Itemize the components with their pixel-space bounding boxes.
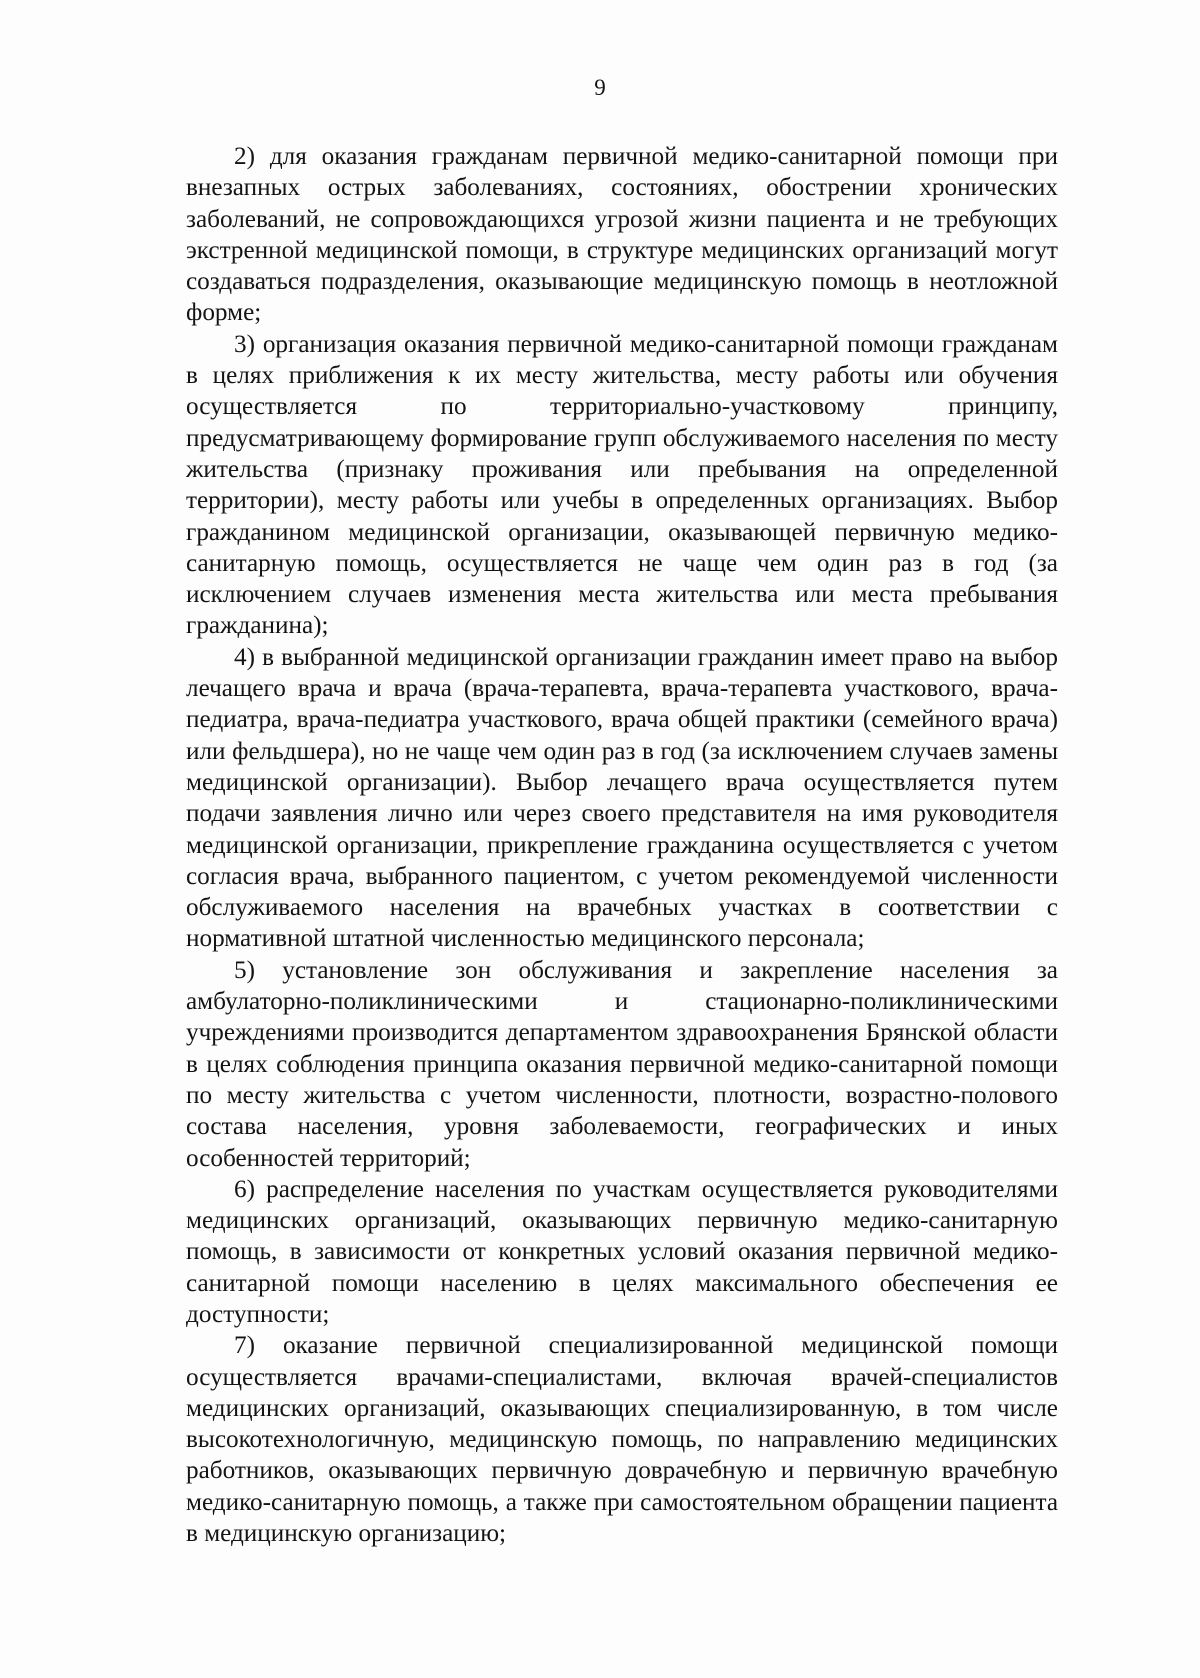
paragraph-item-2: 2) для оказания гражданам первичной медико-санитарной помощи при внезапных острых заболеваниях, состояниях, обострении хронических заболеваний, не сопровождающихся угрозой жизни пациента и не требующих экстренной медицинской помощи, в структуре медицинских организаций могут создаваться подразделения, оказывающие медицинскую помощь в неотложной форме; [186,143,1058,327]
page-number: 9 [594,75,606,100]
document-body [186,141,1058,1549]
paragraph-item-4: 4) в выбранной медицинской организации гражданин имеет право на выбор лечащего врача и врача (врача-терапевта, врача-терапевта участкового, врача-педиатра, врача-педиатра участкового, врача общей практики (семейного врача) или фельдшера), но не чаще чем один раз в год (за исключением случаев замены медицинской организации). Выбор лечащего врача осуществляется путем подачи заявления лично или через своего представителя на имя руководителя медицинской организации, прикрепление гражданина осуществляется с учетом согласия врача, выбранного пациентом, с учетом рекомендуемой численности обслуживаемого населения на врачебных участках в соответствии с нормативной штатной численностью медицинского персонала; [186,643,1058,953]
paragraph-item-6: 6) распределение населения по участкам осуществляется руководителями медицинских организаций, оказывающих первичную медико-санитарную помощь, в зависимости от конкретных условий оказания первичной медико-санитарной помощи населению в целях максимального обеспечения ее доступности; [186,1175,1058,1328]
paragraph-item-5: 5) установление зон обслуживания и закрепление населения за амбулаторно-поликлиническими и стационарно-поликлиническими учреждениями производится департаментом здравоохранения Брянской области в целях соблюдения принципа оказания первичной медико-санитарной помощи по месту жительства с учетом численности, плотности, возрастно-полового состава населения, уровня заболеваемости, географических и иных особенностей территорий; [186,956,1058,1172]
paragraph-item-3: 3) организация оказания первичной медико-санитарной помощи гражданам в целях приближения к их месту жительства, месту работы или обучения осуществляется по территориально-участковому принципу, предусматривающему формирование групп обслуживаемого населения по месту жительства (признаку проживания или пребывания на определенной территории), месту работы или учебы в определенных организациях. Выбор гражданином медицинской организации, оказывающей первичную медико-санитарную помощь, осуществляется не чаще чем один раз в год (за исключением случаев изменения места жительства или места пребывания гражданина); [186,330,1058,640]
paragraph-item-7: 7) оказание первичной специализированной медицинской помощи осуществляется врачами-специалистами, включая врачей-специалистов медицинских организаций, оказывающих специализированную, в том числе высокотехнологичную, медицинскую помощь, по направлению медицинских работников, оказывающих первичную доврачебную и первичную врачебную медико-санитарную помощь, а также при самостоятельном обращении пациента в медицинскую организацию; [186,1332,1058,1548]
